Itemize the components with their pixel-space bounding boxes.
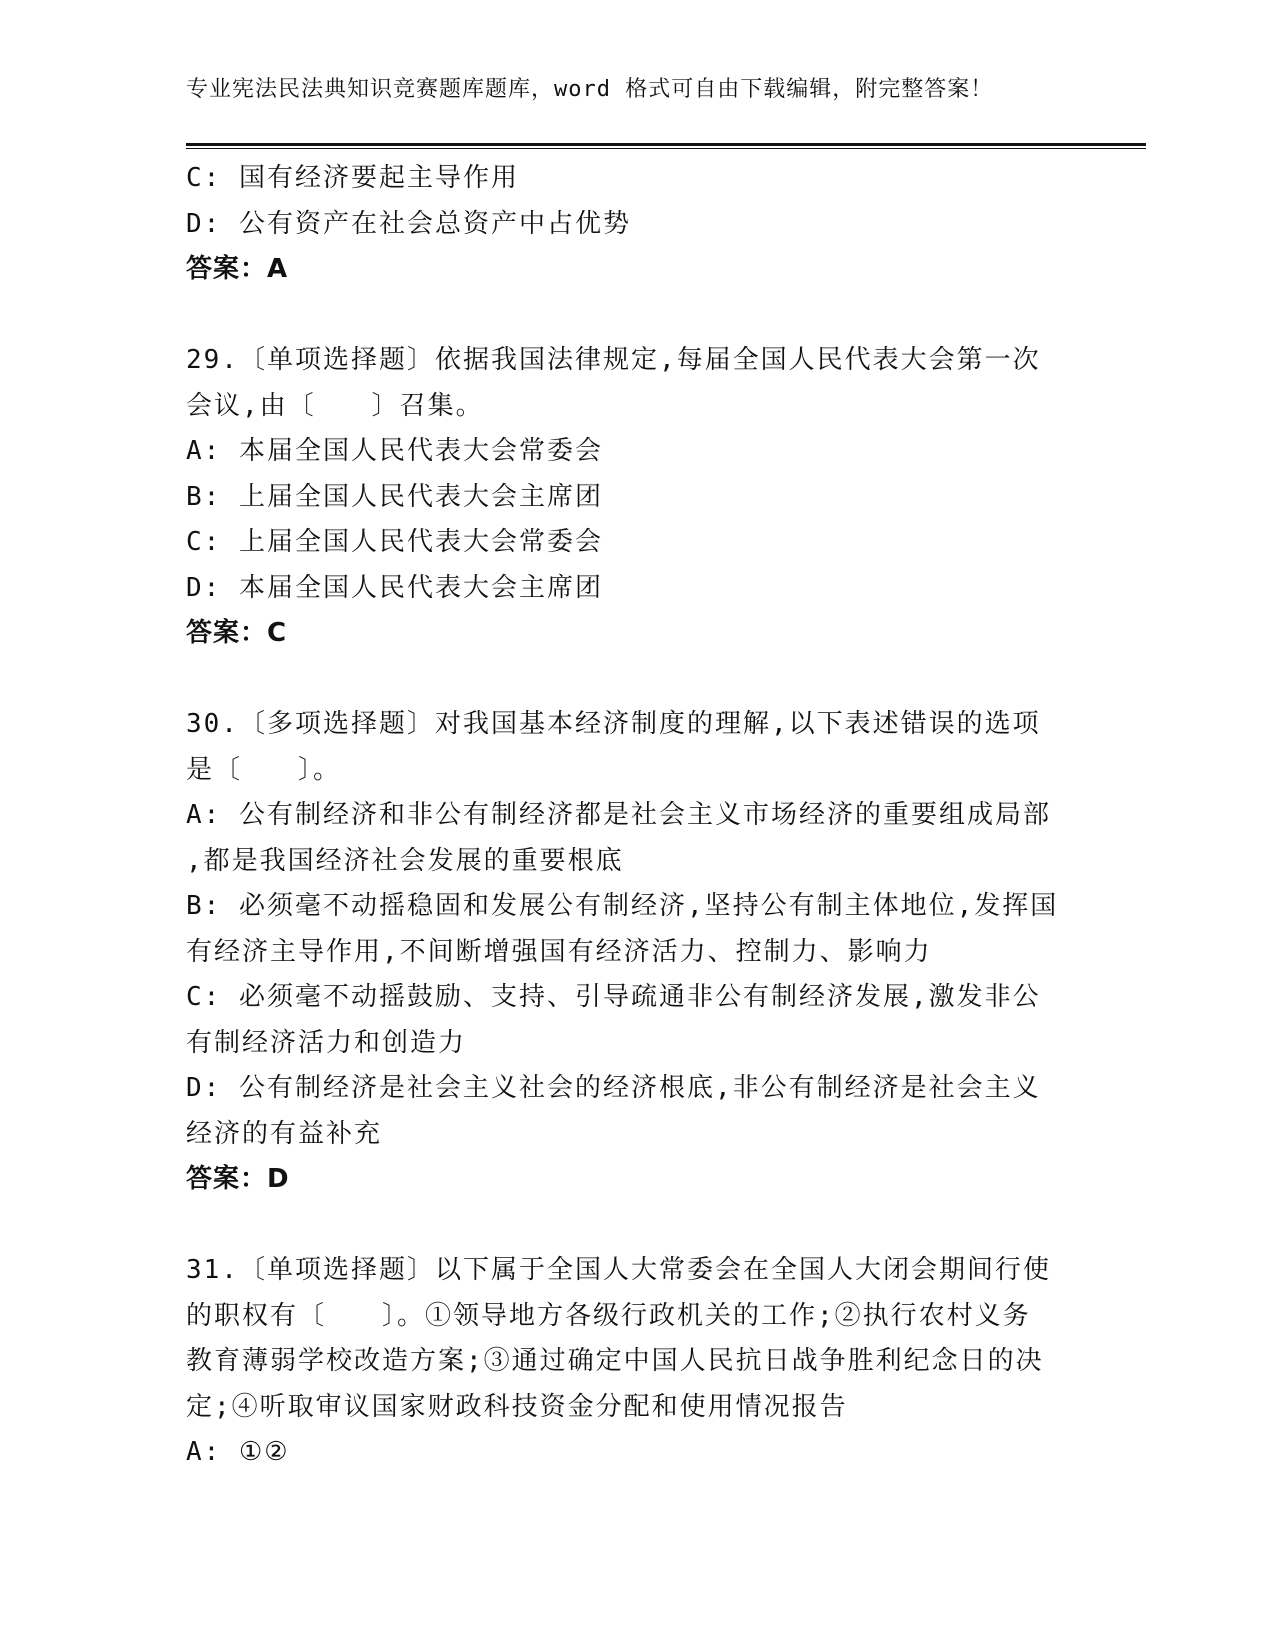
option-line: 经济的有益补充 [186, 1118, 383, 1149]
question-stem-line: 的职权有〔 〕。①领导地方各级行政机关的工作;②执行农村义务 [186, 1300, 1031, 1331]
answer-line: 答案：D [186, 1164, 290, 1194]
document-body [186, 156, 1086, 1476]
option-line: D: 本届全国人民代表大会主席团 [186, 572, 603, 603]
option-line: C: 必须毫不动摇鼓励、支持、引导疏通非公有制经济发展,激发非公 [186, 982, 1041, 1012]
answer-line: 答案：A [186, 254, 289, 284]
option-line: ,都是我国经济社会发展的重要根底 [186, 845, 624, 876]
question-stem-line: 30.〔多项选择题〕对我国基本经济制度的理解,以下表述错误的选项 [186, 709, 1041, 739]
question-stem-line: 29.〔单项选择题〕依据我国法律规定,每届全国人民代表大会第一次 [186, 345, 1041, 375]
question-29 [186, 338, 1086, 657]
previous-question-tail [186, 156, 1086, 293]
option-line: D: 公有制经济是社会主义社会的经济根底,非公有制经济是社会主义 [186, 1073, 1041, 1103]
header-divider [186, 143, 1146, 149]
option-line: A: 本届全国人民代表大会常委会 [186, 436, 603, 466]
option-line: C: 国有经济要起主导作用 [186, 163, 519, 193]
option-line: 有经济主导作用,不间断增强国有经济活力、控制力、影响力 [186, 936, 932, 967]
question-stem-line: 31.〔单项选择题〕以下属于全国人大常委会在全国人大闭会期间行使 [186, 1255, 1051, 1285]
question-stem-line: 定;④听取审议国家财政科技资金分配和使用情况报告 [186, 1391, 848, 1422]
question-30 [186, 702, 1086, 1203]
page-header: 专业宪法民法典知识竞赛题库题库，word 格式可自由下载编辑，附完整答案！ [186, 77, 994, 102]
spacer [186, 1203, 1086, 1249]
question-stem-line: 是〔 〕。 [186, 754, 342, 785]
option-line: C: 上届全国人民代表大会常委会 [186, 527, 603, 557]
question-stem-line: 教育薄弱学校改造方案;③通过确定中国人民抗日战争胜利纪念日的决 [186, 1346, 1044, 1376]
option-line: D: 公有资产在社会总资产中占优势 [186, 208, 631, 239]
option-line: A: 公有制经济和非公有制经济都是社会主义市场经济的重要组成局部 [186, 800, 1051, 830]
question-stem-line: 会议,由〔 〕召集。 [186, 390, 484, 421]
spacer [186, 293, 1086, 339]
answer-line: 答案：C [186, 618, 288, 648]
option-line: A: ①② [186, 1437, 290, 1467]
spacer [186, 657, 1086, 703]
option-line: B: 上届全国人民代表大会主席团 [186, 481, 603, 512]
option-line: B: 必须毫不动摇稳固和发展公有制经济,坚持公有制主体地位,发挥国 [186, 891, 1059, 921]
option-line: 有制经济活力和创造力 [186, 1027, 467, 1058]
question-31 [186, 1248, 1086, 1476]
